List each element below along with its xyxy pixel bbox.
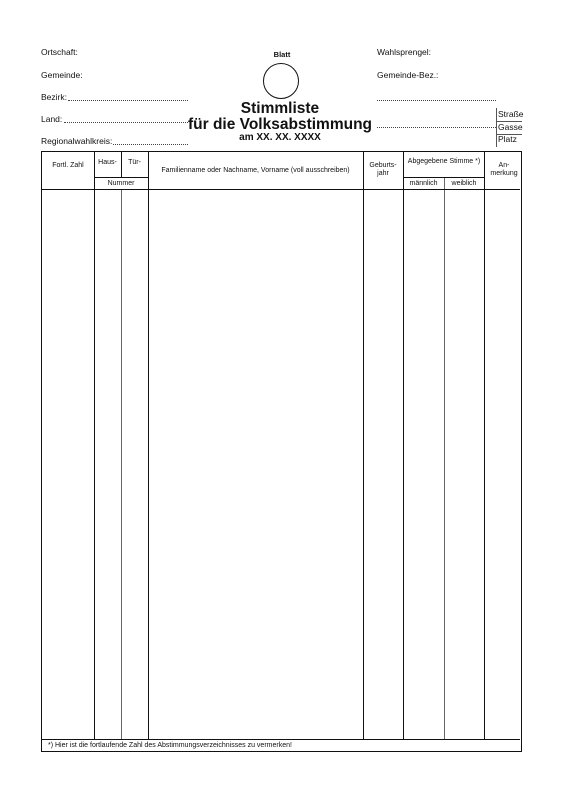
col-divider <box>444 177 445 740</box>
stimme-divider <box>403 177 484 178</box>
col-divider <box>121 189 122 740</box>
header-name: Familienname oder Nachname, Vorname (voll ausschreiben) <box>161 167 350 174</box>
street-type-strasse: Straße <box>498 109 524 119</box>
blatt-circle <box>263 63 299 99</box>
nummer-divider <box>94 177 148 178</box>
land-field[interactable] <box>64 122 188 123</box>
wahlsprengel-label: Wahlsprengel: <box>377 47 432 57</box>
ortschaft-label: Ortschaft: <box>41 47 78 57</box>
bezirk-label: Bezirk: <box>41 92 67 102</box>
col-divider <box>484 152 485 740</box>
header-bottom-line <box>42 189 520 190</box>
street-field[interactable] <box>377 127 496 128</box>
street-type-gasse: Gasse <box>498 122 523 132</box>
col-divider <box>94 152 95 740</box>
street-type-bracket <box>496 108 497 147</box>
col-divider <box>403 152 404 740</box>
land-label: Land: <box>41 114 63 124</box>
gemeinde-bez-label: Gemeinde-Bez.: <box>377 70 439 80</box>
stimmliste-table <box>41 151 522 752</box>
header-weiblich: weiblich <box>451 180 477 187</box>
footnote: *) Hier ist die fortlaufende Zahl des Abstimmungsverzeichnisses zu vermerken! <box>48 742 292 749</box>
header-abgegebene-stimme: Abgegebene Stimme *) <box>407 158 481 165</box>
header-anmerkung: An- merkung <box>490 162 518 177</box>
header-geburtsjahr: Geburts- jahr <box>369 162 397 177</box>
regionalwahlkreis-field[interactable] <box>113 144 188 145</box>
blatt-label: Blatt <box>273 50 291 59</box>
form-title: Stimmliste <box>240 100 320 117</box>
header-nummer: Nummer <box>107 180 135 187</box>
footnote-line <box>42 739 520 740</box>
gemeinde-bez-field[interactable] <box>377 100 496 101</box>
header-maennlich: männlich <box>409 180 438 187</box>
street-type-platz: Platz <box>498 134 517 144</box>
header-tuer: Tür- <box>128 159 141 166</box>
col-divider <box>363 152 364 740</box>
bezirk-field[interactable] <box>68 100 188 101</box>
header-fortl-zahl: Fortl. Zahl <box>52 162 84 169</box>
col-divider <box>148 152 149 740</box>
header-haus: Haus- <box>98 159 117 166</box>
vote-date: am XX. XX. XXXX <box>239 132 321 143</box>
gemeinde-label: Gemeinde: <box>41 70 83 80</box>
regionalwahlkreis-label: Regionalwahlkreis: <box>41 136 113 146</box>
form-subtitle: für die Volksabstimmung <box>187 116 373 133</box>
